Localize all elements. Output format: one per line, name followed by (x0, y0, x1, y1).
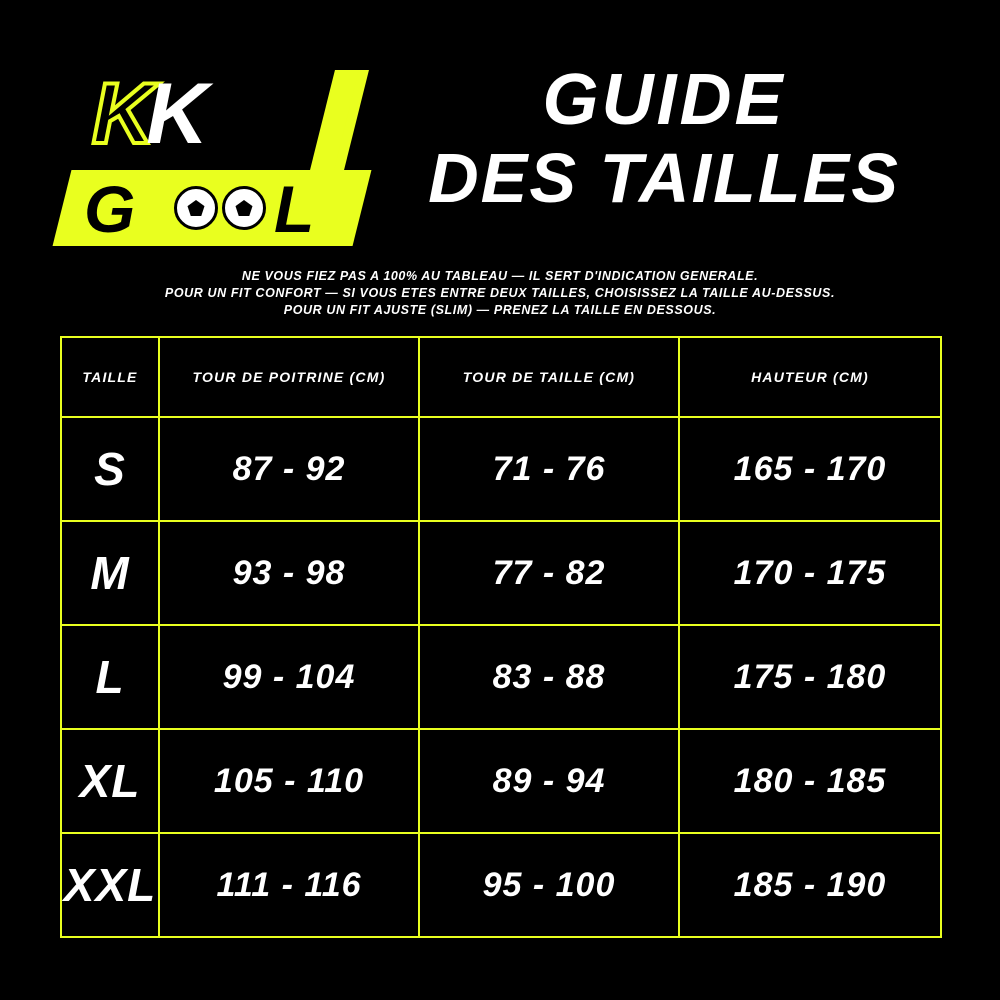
size-table-container (60, 336, 940, 938)
table-row (61, 833, 941, 937)
table-row (61, 729, 941, 833)
cell-chest: 87 - 92 (159, 417, 419, 521)
cell-waist: 77 - 82 (419, 521, 679, 625)
page-title (384, 60, 944, 217)
cell-height: 180 - 185 (679, 729, 941, 833)
cell-height: 185 - 190 (679, 833, 941, 937)
table-row (61, 625, 941, 729)
cell-height: 170 - 175 (679, 521, 941, 625)
cell-chest: 93 - 98 (159, 521, 419, 625)
table-header (61, 337, 941, 417)
cell-waist: 89 - 94 (419, 729, 679, 833)
soccer-ball-icon (174, 186, 218, 230)
brand-logo (62, 52, 402, 252)
cell-height: 165 - 170 (679, 417, 941, 521)
cell-waist: 83 - 88 (419, 625, 679, 729)
cell-height: 175 - 180 (679, 625, 941, 729)
logo-gool-suffix: L (274, 172, 317, 246)
column-header-size: TAILLE (61, 337, 159, 417)
page-title-line1: GUIDE (542, 60, 786, 140)
note-line-2: POUR UN FIT CONFORT — SI VOUS ETES ENTRE DEUX TAILLES, CHOISISSEZ LA TAILLE AU-DESSUS. (164, 286, 836, 300)
note-line-1: NE VOUS FIEZ PAS A 100% AU TABLEAU — IL SERT D'INDICATION GENERALE. (241, 269, 759, 283)
cell-size: XL (61, 729, 159, 833)
cell-size: M (61, 521, 159, 625)
table-header-row (61, 337, 941, 417)
table-row (61, 521, 941, 625)
column-header-height: HAUTEUR (CM) (679, 337, 941, 417)
size-table (60, 336, 942, 938)
cell-size: XXL (61, 833, 159, 937)
cell-waist: 95 - 100 (419, 833, 679, 937)
logo-k-solid: K (146, 66, 207, 162)
cell-chest: 105 - 110 (159, 729, 419, 833)
guidance-notes (0, 268, 1000, 319)
cell-size: S (61, 417, 159, 521)
soccer-ball-icon (222, 186, 266, 230)
column-header-chest: TOUR DE POITRINE (CM) (159, 337, 419, 417)
logo-kk-row (92, 66, 207, 162)
cell-waist: 71 - 76 (419, 417, 679, 521)
cell-chest: 111 - 116 (159, 833, 419, 937)
logo-k-outline: K (92, 66, 153, 162)
header (0, 30, 1000, 250)
cell-chest: 99 - 104 (159, 625, 419, 729)
table-body (61, 417, 941, 937)
page-title-line2: DES TAILLES (428, 139, 900, 217)
logo-gool-prefix: G (84, 172, 138, 246)
column-header-waist: TOUR DE TAILLE (CM) (419, 337, 679, 417)
table-row (61, 417, 941, 521)
cell-size: L (61, 625, 159, 729)
note-line-3: POUR UN FIT AJUSTE (SLIM) — PRENEZ LA TAILLE EN DESSOUS. (283, 303, 717, 317)
